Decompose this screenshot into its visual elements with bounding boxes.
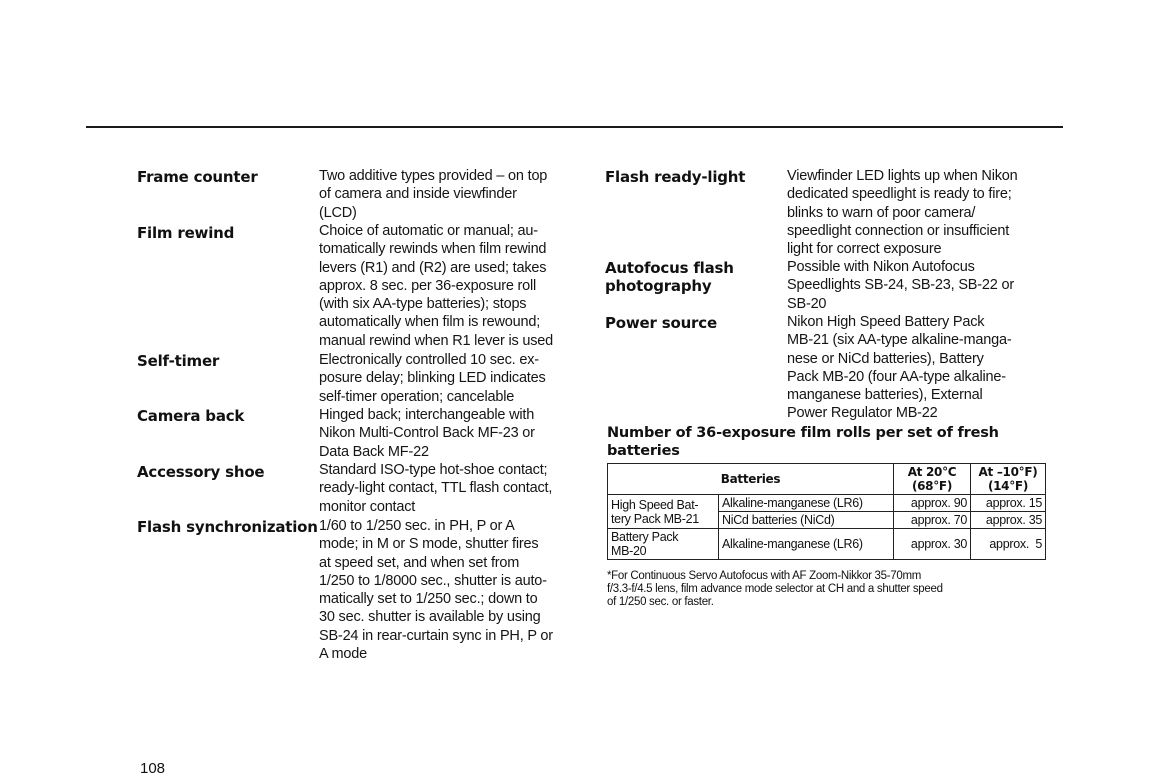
desc-power-source — [787, 313, 1012, 423]
col-minus10c — [971, 464, 1046, 495]
table-header-row — [608, 464, 1046, 495]
pack-line: Battery Pack — [611, 530, 679, 544]
desc-line: Speedlights SB-24, SB-23, SB-22 or — [787, 277, 1014, 294]
desc-line: A mode — [319, 646, 367, 663]
desc-line: nese or NiCd batteries), Battery — [787, 350, 984, 367]
desc-line: 1/60 to 1/250 sec. in PH, P or A — [319, 518, 515, 534]
footnote-line: f/3.3-f/4.5 lens, film advance mode selector at CH and a shutter speed — [607, 583, 943, 595]
col-line: At –10°F) — [978, 465, 1038, 479]
term-line: photography — [605, 277, 712, 295]
desc-line: Data Back MF-22 — [319, 443, 429, 460]
desc-line: monitor contact — [319, 498, 416, 515]
term-line: Autofocus flash — [605, 259, 734, 277]
desc-line: Choice of automatic or manual; au- — [319, 223, 538, 239]
desc-line: Possible with Nikon Autofocus — [787, 259, 975, 275]
pack2-cell — [608, 529, 719, 560]
desc-line: levers (R1) and (R2) are used; takes — [319, 259, 547, 276]
term-autofocus-flash-photography — [605, 259, 734, 295]
desc-line: Nikon Multi-Control Back MF-23 or — [319, 425, 535, 442]
desc-line: approx. 8 sec. per 36-exposure roll — [319, 277, 537, 294]
battery-table — [607, 463, 1046, 560]
pack-line: MB-20 — [611, 544, 647, 558]
desc-line: Viewfinder LED lights up when Nikon — [787, 168, 1018, 184]
table-row — [608, 529, 1046, 560]
battery-table-heading — [607, 424, 1047, 460]
col-line: (14°F) — [987, 479, 1029, 493]
desc-line: manganese batteries), External — [787, 387, 983, 404]
battery-type: Alkaline-manganese (LR6) — [719, 495, 894, 512]
table-footnote — [607, 570, 1047, 609]
desc-line: Nikon High Speed Battery Pack — [787, 314, 985, 330]
battery-type: Alkaline-manganese (LR6) — [719, 529, 894, 560]
desc-self-timer — [319, 351, 546, 406]
term-accessory-shoe: Accessory shoe — [137, 463, 265, 481]
pack1-cell — [608, 495, 719, 529]
value-20c: approx. 90 — [894, 495, 971, 512]
col-line: (68°F) — [911, 479, 953, 493]
desc-frame-counter — [319, 167, 547, 222]
desc-line: (LCD) — [319, 204, 357, 221]
table-row — [608, 495, 1046, 512]
heading-line: Number of 36-exposure film rolls per set of fresh — [607, 425, 999, 441]
desc-line: 30 sec. shutter is available by using — [319, 609, 541, 626]
desc-line: MB-21 (six AA-type alkaline-manga- — [787, 332, 1012, 349]
desc-line: Two additive types provided – on top — [319, 168, 548, 184]
battery-type: NiCd batteries (NiCd) — [719, 512, 894, 529]
value-minus10c: approx. 5 — [971, 529, 1046, 560]
value-20c: approx. 30 — [894, 529, 971, 560]
desc-line: at speed set, and when set from — [319, 554, 520, 571]
desc-line: ready-light contact, TTL flash contact, — [319, 480, 553, 497]
desc-line: SB-24 in rear-curtain sync in PH, P or — [319, 627, 553, 644]
desc-line: mode; in M or S mode, shutter fires — [319, 536, 539, 553]
term-flash-synchronization: Flash synchronization — [137, 518, 318, 536]
pack-line: High Speed Bat- — [611, 497, 699, 512]
desc-line: manual rewind when R1 lever is used — [319, 332, 553, 349]
desc-line: (with six AA-type batteries); stops — [319, 296, 527, 313]
desc-line: Hinged back; interchangeable with — [319, 407, 535, 423]
desc-line: light for correct exposure — [787, 241, 942, 258]
pack-line: tery Pack MB-21 — [611, 511, 699, 526]
desc-line: Pack MB-20 (four AA-type alkaline- — [787, 368, 1006, 385]
top-rule — [86, 126, 1063, 128]
col-batteries: Batteries — [608, 464, 894, 495]
desc-line: Power Regulator MB-22 — [787, 405, 938, 422]
desc-line: blinks to warn of poor camera/ — [787, 204, 976, 221]
desc-line: Electronically controlled 10 sec. ex- — [319, 352, 539, 368]
desc-line: posure delay; blinking LED indicates — [319, 370, 546, 387]
desc-line: self-timer operation; cancelable — [319, 388, 515, 405]
desc-flash-synchronization — [319, 517, 553, 663]
desc-line: tomatically rewinds when film rewind — [319, 241, 547, 258]
value-20c: approx. 70 — [894, 512, 971, 529]
desc-flash-ready-light — [787, 167, 1018, 258]
desc-accessory-shoe — [319, 461, 552, 516]
desc-line: of camera and inside viewfinder — [319, 186, 517, 203]
term-power-source: Power source — [605, 314, 717, 332]
desc-film-rewind — [319, 222, 553, 350]
desc-line: 1/250 to 1/8000 sec., shutter is auto- — [319, 572, 547, 589]
term-flash-ready-light: Flash ready-light — [605, 168, 746, 186]
value-minus10c: approx. 15 — [971, 495, 1046, 512]
desc-line: speedlight connection or insufficient — [787, 222, 1010, 239]
desc-autofocus-flash-photography — [787, 258, 1014, 313]
desc-line: SB-20 — [787, 295, 827, 312]
col-20c — [894, 464, 971, 495]
col-line: At 20°C — [907, 465, 957, 479]
desc-line: Standard ISO-type hot-shoe contact; — [319, 462, 548, 478]
term-camera-back: Camera back — [137, 407, 245, 425]
desc-line: automatically when film is rewound; — [319, 314, 541, 331]
term-self-timer: Self-timer — [137, 352, 220, 370]
desc-line: dedicated speedlight is ready to fire; — [787, 186, 1012, 203]
footnote-line: of 1/250 sec. or faster. — [607, 596, 714, 608]
heading-line: batteries — [607, 443, 680, 459]
term-film-rewind: Film rewind — [137, 224, 235, 242]
desc-camera-back — [319, 406, 535, 461]
page-number: 108 — [140, 760, 166, 777]
value-minus10c: approx. 35 — [971, 512, 1046, 529]
desc-line: matically set to 1/250 sec.; down to — [319, 591, 538, 608]
footnote-line: *For Continuous Servo Autofocus with AF Zoom-Nikkor 35-70mm — [607, 570, 922, 582]
term-frame-counter: Frame counter — [137, 168, 258, 186]
